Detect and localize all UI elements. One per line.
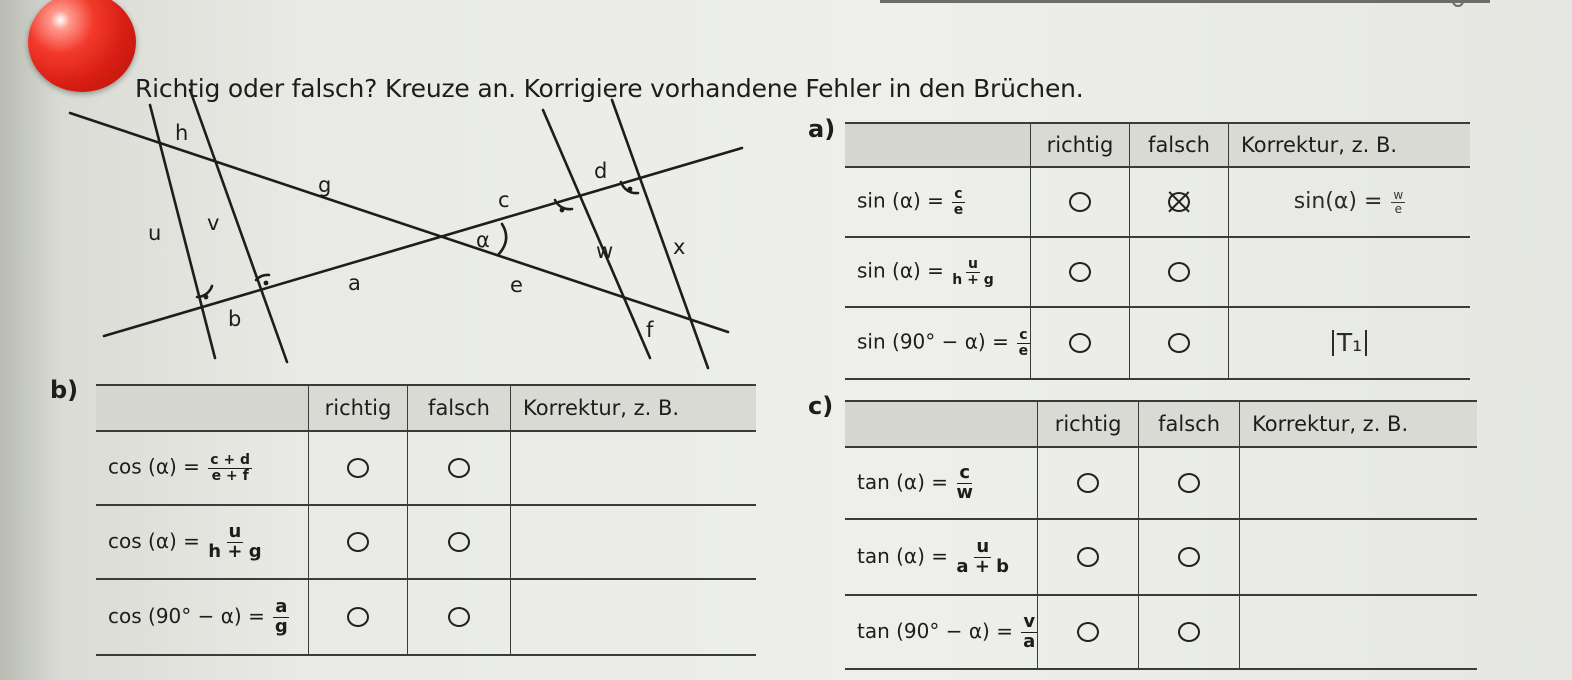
falsch-checkbox[interactable] (1178, 547, 1200, 567)
richtig-checkbox[interactable] (1069, 262, 1091, 282)
label-alpha: α (476, 228, 490, 252)
table-header (845, 401, 1477, 447)
angle-alpha-arc (498, 224, 506, 255)
line-w-e (543, 110, 650, 358)
line-x-f (612, 100, 708, 368)
richtig-checkbox[interactable] (1069, 192, 1091, 212)
table-part-b (96, 384, 756, 656)
correction-cell[interactable] (1240, 447, 1477, 519)
correction-cell[interactable] (1240, 595, 1477, 669)
expression: tan (α) = $\frac{c}{w}$ (857, 461, 974, 503)
header-falsch: falsch (1139, 401, 1240, 447)
correction-mark: T₁ (1332, 330, 1367, 356)
expression: tan (α) = $\frac{u}{a + b}$ (857, 535, 1010, 577)
part-a-label: a) (808, 115, 836, 143)
label-g: g (318, 173, 332, 197)
falsch-checkbox[interactable] (448, 607, 470, 627)
task-instruction: Richtig oder falsch? Kreuze an. Korrigiere vorhandene Fehler in den Brüchen. (135, 74, 1084, 103)
label-f: f (646, 318, 654, 342)
label-e: e (510, 273, 523, 297)
header-korrektur: Korrektur, z. B. (1240, 401, 1477, 447)
header-richtig: richtig (309, 385, 408, 431)
expression: tan (90° − α) = $\frac{v}{a}$ (857, 610, 1036, 652)
falsch-checkbox[interactable] (1168, 333, 1190, 353)
label-w: w (596, 239, 614, 263)
table-header (845, 123, 1470, 167)
table-row (845, 237, 1470, 307)
falsch-checkbox[interactable] (448, 532, 470, 552)
expression: sin (90° − α) = $\frac{c}{e}$ (857, 326, 1029, 359)
falsch-checkbox[interactable] (1178, 622, 1200, 642)
table-row (96, 431, 756, 505)
header-korrektur: Korrektur, z. B. (511, 385, 757, 431)
header-richtig: richtig (1038, 401, 1139, 447)
label-v: v (207, 211, 220, 235)
table-header (96, 385, 756, 431)
table-part-c (845, 400, 1477, 670)
falsch-checkbox[interactable] (1168, 262, 1190, 282)
header-falsch: falsch (408, 385, 511, 431)
correction-cell[interactable] (1229, 237, 1471, 307)
falsch-checkbox-crossed[interactable] (1168, 192, 1190, 212)
correction-cell[interactable]: sin(α) = $\frac{w}{e}$ (1229, 167, 1471, 237)
falsch-checkbox[interactable] (1178, 473, 1200, 493)
header-korrektur: Korrektur, z. B. (1229, 123, 1471, 167)
expression: sin (α) = $\frac{u}{h + g}$ (857, 255, 994, 288)
richtig-checkbox[interactable] (347, 458, 369, 478)
label-c: c (498, 188, 510, 212)
correction-cell[interactable] (1240, 519, 1477, 595)
expression: cos (90° − α) = $\frac{a}{g}$ (108, 595, 288, 637)
label-u: u (148, 221, 162, 245)
richtig-checkbox[interactable] (347, 607, 369, 627)
richtig-checkbox[interactable] (1069, 333, 1091, 353)
label-x: x (673, 235, 686, 259)
expression: cos (α) = $\frac{c + d}{e + f}$ (108, 451, 251, 484)
table-row (845, 447, 1477, 519)
richtig-checkbox[interactable] (1077, 547, 1099, 567)
table-part-a (845, 122, 1470, 380)
part-c-label: c) (808, 392, 834, 420)
correction-cell[interactable] (511, 431, 757, 505)
label-h: h (175, 121, 189, 145)
table-row (845, 307, 1470, 379)
expression: sin (α) = $\frac{c}{e}$ (857, 185, 964, 218)
richtig-checkbox[interactable] (1077, 622, 1099, 642)
falsch-checkbox[interactable] (448, 458, 470, 478)
header-richtig: richtig (1031, 123, 1130, 167)
label-b: b (228, 307, 242, 331)
richtig-checkbox[interactable] (1077, 473, 1099, 493)
table-row (845, 167, 1470, 237)
table-row (96, 505, 756, 579)
correction-cell[interactable] (511, 579, 757, 655)
right-angle-2 (256, 275, 269, 280)
label-a: a (348, 271, 361, 295)
header-falsch: falsch (1130, 123, 1229, 167)
expression: cos (α) = $\frac{u}{h + g}$ (108, 520, 262, 562)
table-row (845, 595, 1477, 669)
line-a-c (104, 148, 742, 336)
part-b-label: b) (50, 376, 79, 404)
table-row (845, 519, 1477, 595)
richtig-checkbox[interactable] (347, 532, 369, 552)
correction-cell[interactable] (511, 505, 757, 579)
table-row (96, 579, 756, 655)
correction-cell[interactable] (1229, 307, 1471, 379)
label-d: d (594, 159, 608, 183)
